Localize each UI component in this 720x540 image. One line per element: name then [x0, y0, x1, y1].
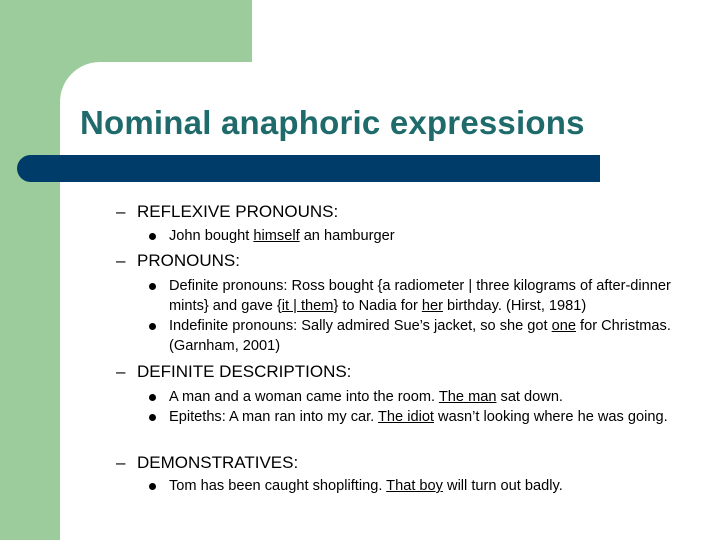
text-run: John bought — [169, 228, 254, 244]
text-run: wasn’t looking where he was going. — [434, 409, 668, 425]
section-dash: – — [116, 251, 126, 270]
text-run: A man and a woman came into the room. — [169, 389, 439, 405]
section-dash: – — [116, 202, 126, 221]
text-run: an hamburger — [299, 228, 395, 244]
underlined-anaphor: one — [551, 318, 576, 334]
text-run: } to Nadia for — [333, 298, 422, 314]
text-run: Indefinite pronouns: Sally admired Sue’s jacket, so she got — [169, 318, 552, 334]
section-dash: – — [116, 453, 126, 472]
bullet-dot — [149, 233, 156, 240]
section-heading-pronouns: PRONOUNS: — [137, 251, 240, 270]
text-run: Definite pronouns: Ross bought {a radiometer | three kilograms of after-dinner mints} and gave { — [169, 278, 671, 314]
slide-title: Nominal anaphoric expressions — [80, 104, 585, 141]
underlined-anaphor: her — [421, 298, 443, 314]
bullet-text — [169, 476, 689, 496]
text-run: will turn out badly. — [442, 478, 563, 494]
bullet-dot — [149, 414, 156, 421]
text-run: sat down. — [496, 389, 563, 405]
bullet-dot — [149, 323, 156, 330]
underlined-anaphor: The idiot — [378, 409, 434, 425]
bullet-dot — [149, 283, 156, 290]
bullet-dot — [149, 394, 156, 401]
text-run: birthday. (Hirst, 1981) — [442, 298, 587, 314]
bullet-text — [169, 387, 689, 407]
underlined-anaphor: That boy — [386, 478, 443, 494]
text-run: for Christmas. (Garnham, 2001) — [169, 318, 671, 354]
bullet-text — [169, 316, 689, 356]
underlined-anaphor: it | them — [281, 298, 334, 314]
bullet-text — [169, 407, 689, 427]
bullet-dot — [149, 483, 156, 490]
text-run: Epiteths: A man ran into my car. — [169, 409, 379, 425]
bullet-text — [169, 276, 689, 316]
section-heading-reflexive: REFLEXIVE PRONOUNS: — [137, 202, 339, 221]
section-dash: – — [116, 362, 126, 381]
section-heading-definite-descriptions: DEFINITE DESCRIPTIONS: — [137, 362, 352, 381]
section-heading-demonstratives: DEMONSTRATIVES: — [137, 453, 299, 472]
underlined-anaphor: himself — [253, 228, 300, 244]
underlined-anaphor: The man — [438, 389, 497, 405]
bullet-text — [169, 226, 689, 246]
text-run: Tom has been caught shoplifting. — [169, 478, 387, 494]
